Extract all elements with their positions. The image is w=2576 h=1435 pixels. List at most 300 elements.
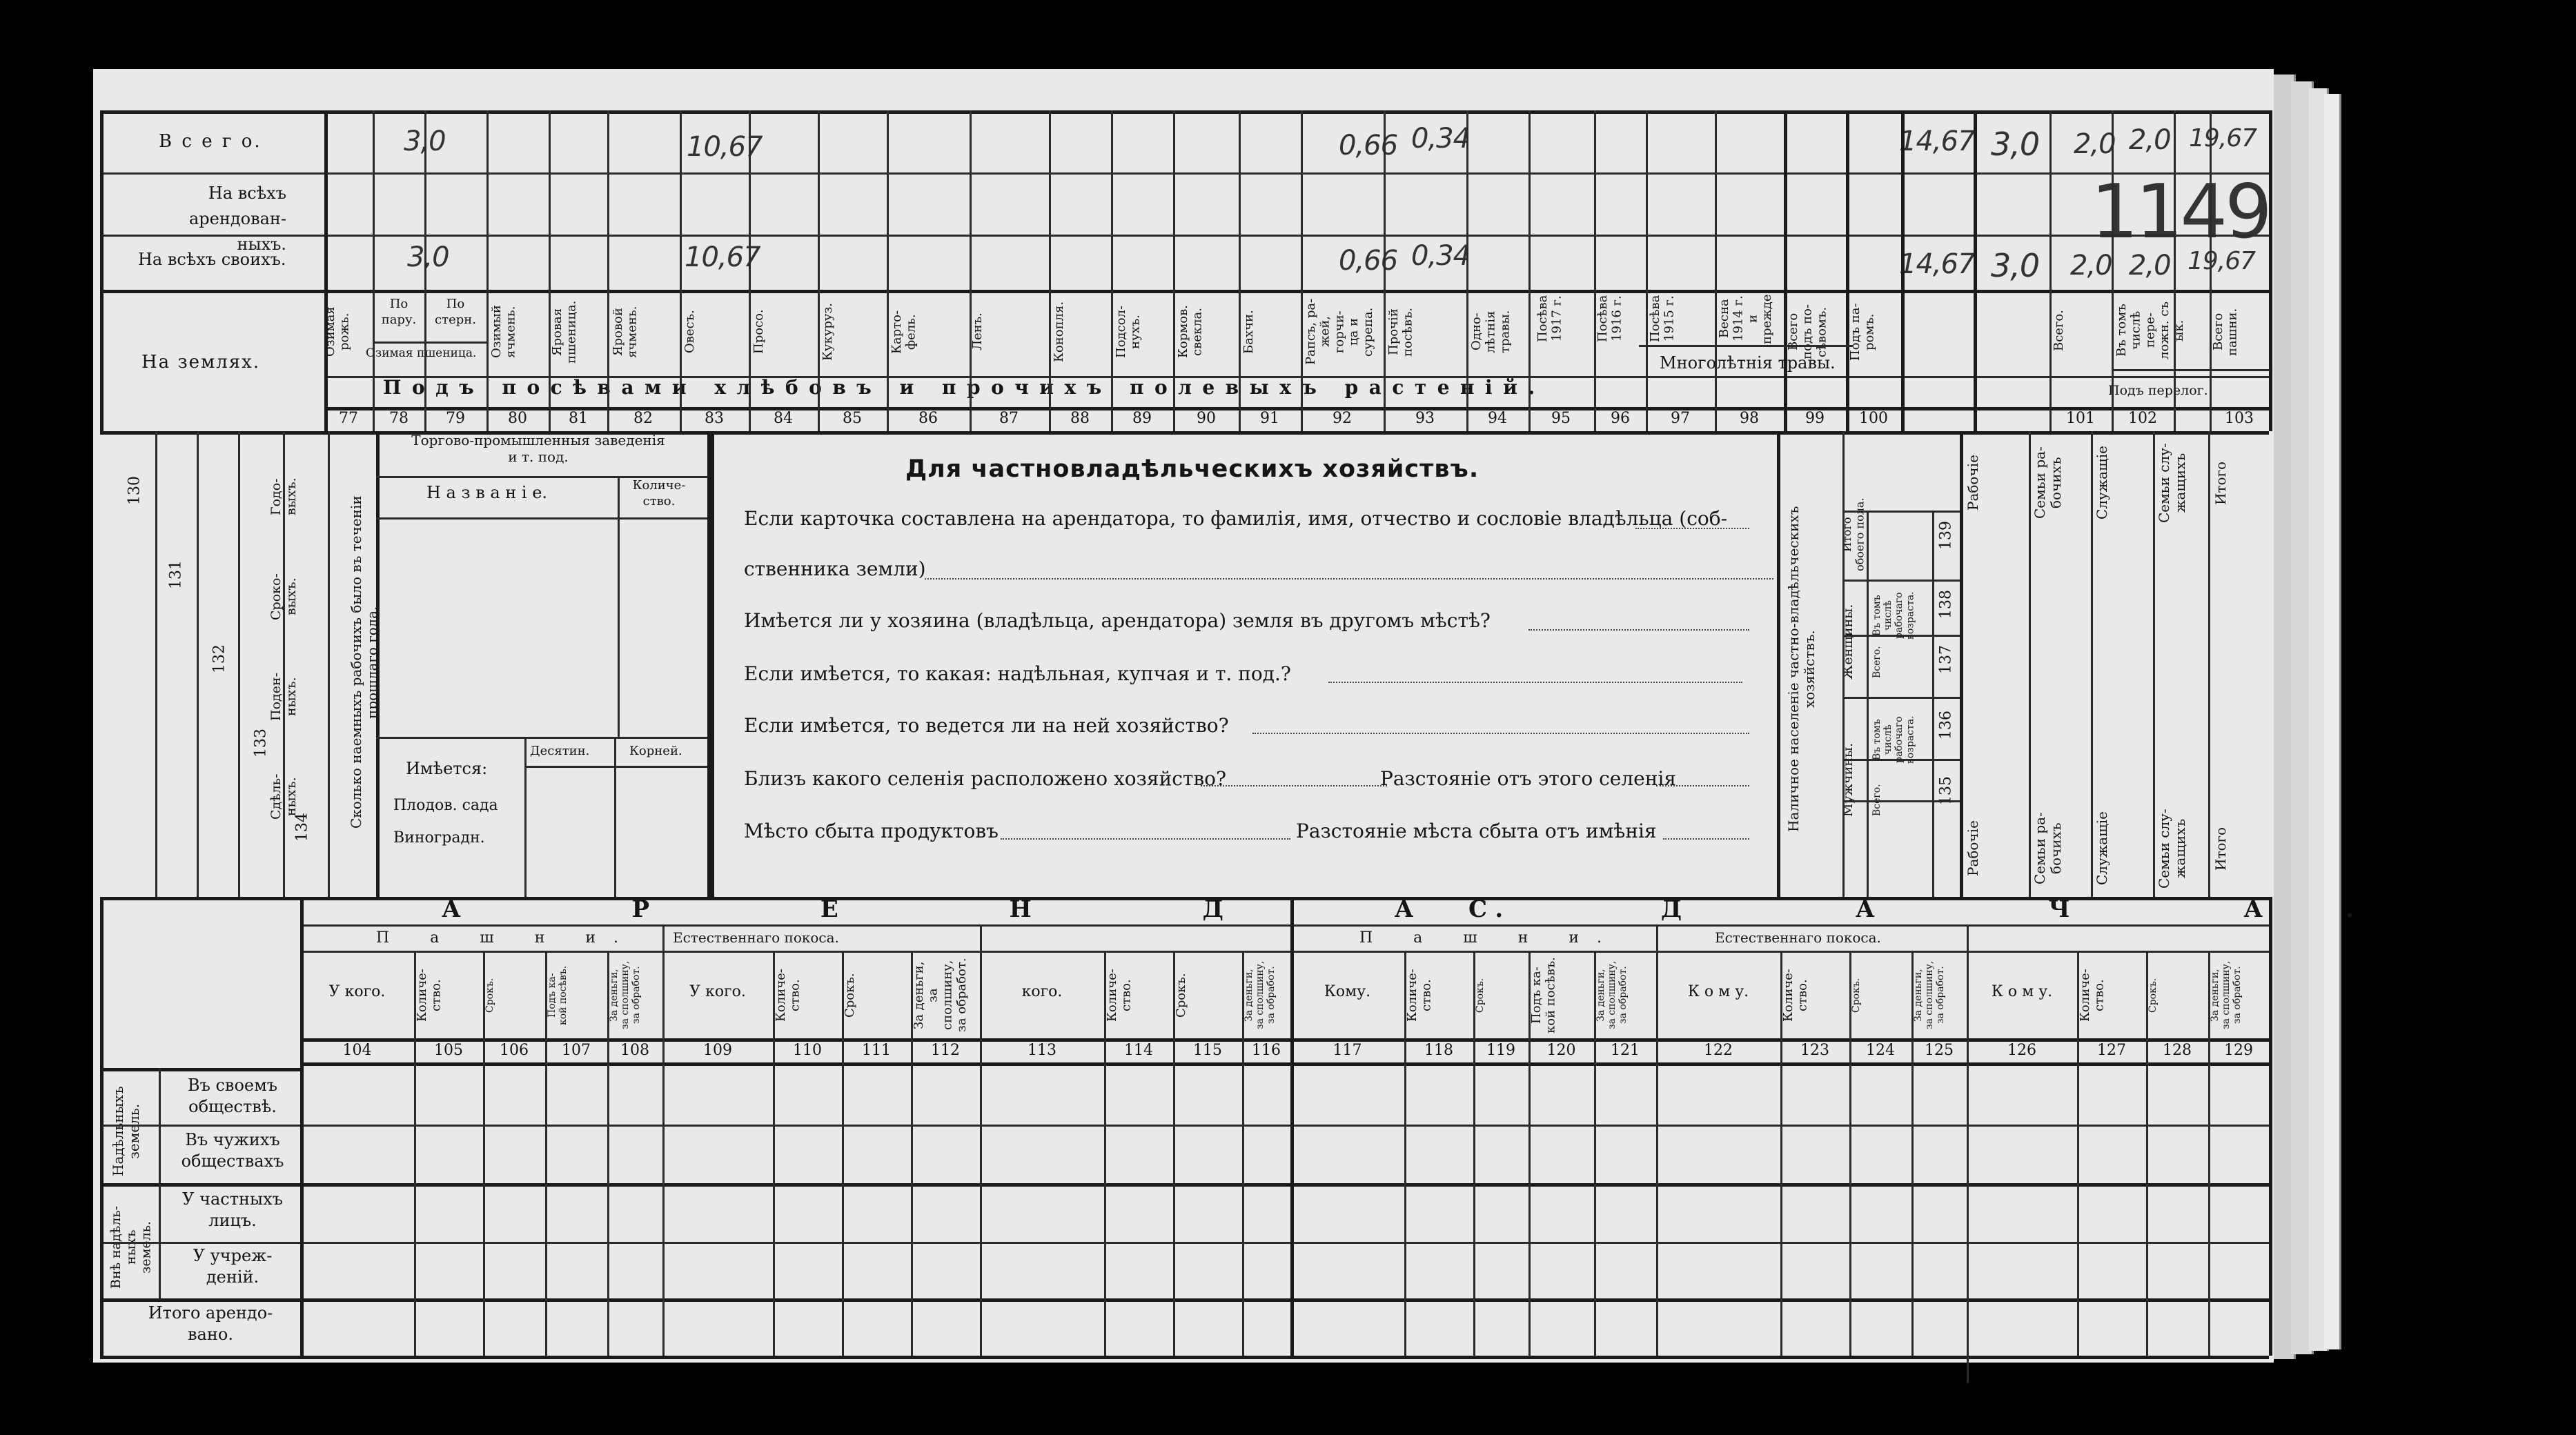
- rule-line: [300, 897, 304, 1356]
- crop-column-label: Яровая пшеница.: [550, 300, 579, 364]
- rule-line: [2049, 110, 2052, 431]
- arenda-hay: Естественнаго покоса.: [673, 929, 839, 946]
- lease-column-number: 129: [2224, 1042, 2253, 1059]
- population-title: Наличное населенiе частно-владѣльческихъ хозяйствъ.: [1785, 506, 1818, 833]
- crop-column-number: 101: [2066, 410, 2095, 427]
- rule-line: [155, 431, 157, 897]
- lease-column-label: У кого.: [328, 983, 386, 1000]
- rule-line: [2112, 369, 2270, 371]
- population-column-bottom: Семьи слу- жащихъ: [2156, 809, 2188, 889]
- hw-total-99: 14,67: [1899, 126, 1975, 157]
- rule-line: [100, 1242, 2269, 1244]
- lease-column-number: 124: [1866, 1042, 1895, 1059]
- crop-column-label: Подъ па- ромъ.: [1848, 303, 1877, 361]
- arenda-arable: П а ш н и.: [376, 929, 637, 947]
- hw-total-100: 3,0: [1991, 126, 2040, 163]
- lease-column-number: 118: [1424, 1042, 1453, 1059]
- rule-line: [2146, 951, 2148, 1356]
- lease-column-label: Количе- ство.: [415, 969, 444, 1022]
- rule-line: [300, 924, 2270, 927]
- rule-line: [818, 110, 820, 431]
- non-allot-label: Внѣ надѣль- ныхъ земель.: [108, 1205, 154, 1289]
- crop-column-number: 87: [999, 410, 1019, 427]
- rule-line: [887, 110, 889, 431]
- rule-line: [1867, 511, 1869, 897]
- lease-column-label: Кому.: [1324, 983, 1371, 1000]
- hw-own-82: 10,67: [685, 241, 760, 273]
- crop-column-number: 95: [1551, 410, 1571, 427]
- hw-total-103: 19,67: [2189, 124, 2257, 152]
- lease-column-label: За деньги, за сполшину, за обработ.: [1913, 960, 1947, 1030]
- rule-line: [376, 517, 707, 519]
- rule-line: [2174, 110, 2176, 431]
- q-owner: Если карточка составлена на арендатора, то фамилiя, имя, отчество и сословiе владѣльца (соб-: [744, 507, 1728, 530]
- rule-line: [373, 110, 375, 431]
- crop-column-label: Конопля.: [1052, 301, 1066, 363]
- rule-line: [545, 951, 547, 1356]
- lease-column-label: За деньги, за сполшину, за обработ.: [609, 960, 642, 1030]
- population-column-top: Итого: [2212, 461, 2229, 505]
- crop-column-number: 88: [1070, 410, 1090, 427]
- page-edge: [2324, 94, 2341, 1349]
- rule-line: [1173, 110, 1175, 431]
- answer-line: [1252, 733, 1749, 734]
- rule-line: [1639, 345, 1853, 347]
- crop-column-number: 98: [1740, 410, 1759, 427]
- lease-column-number: 110: [793, 1042, 822, 1059]
- worker-column-number: 131: [167, 560, 185, 589]
- crop-column-label: Озимый ячмень.: [489, 305, 518, 359]
- lease-column-number: 108: [620, 1042, 649, 1059]
- rule-line: [2208, 951, 2210, 1356]
- hw-own-102: 2,0: [2129, 250, 2171, 281]
- crop-column-label: Посѣва 1917 г.: [1535, 295, 1564, 343]
- lease-column-number: 107: [562, 1042, 591, 1059]
- lease-column-label: Подъ ка- кой посѣвъ.: [547, 965, 569, 1025]
- q-village-distance: Разстоянiе отъ этого селенiя: [1380, 767, 1676, 790]
- rule-line: [324, 376, 2270, 378]
- crop-column-number: 83: [705, 410, 724, 427]
- population-column-top: Рабочiе: [1965, 455, 1981, 511]
- rule-line: [376, 476, 707, 478]
- rule-line: [1646, 110, 1648, 431]
- crop-column-number: 99: [1805, 410, 1825, 427]
- roots-header: Корней.: [629, 744, 682, 758]
- rule-line: [373, 342, 486, 344]
- answer-line: [1656, 785, 1749, 786]
- crop-column-label: Овесъ.: [682, 310, 697, 354]
- rule-line: [842, 951, 844, 1356]
- rule-line: [414, 951, 416, 1356]
- rule-line: [1049, 110, 1051, 431]
- both-sexes-label: Итого обоего пола.: [1840, 497, 1867, 572]
- rule-line: [2210, 110, 2212, 431]
- sdacha-banner: С Д А Ч А.: [1468, 895, 2437, 923]
- vineyard-label: Виноградн.: [393, 829, 485, 847]
- rule-line: [662, 924, 665, 1356]
- rule-line: [1842, 511, 1960, 513]
- lease-column-label: Количе- ство.: [2078, 969, 2107, 1022]
- lease-column-label: К о м у.: [1991, 983, 2053, 1000]
- lease-column-number: 109: [703, 1042, 732, 1059]
- rule-line: [524, 737, 527, 897]
- rule-line: [1780, 951, 1782, 1356]
- row-own-label: На всѣхъ своихъ.: [138, 250, 286, 269]
- rule-line: [100, 897, 104, 1356]
- rule-line: [376, 431, 380, 897]
- hw-archive-number: 1149: [2091, 169, 2270, 255]
- q-land-type: Если имѣется, то какая: надѣльная, купчая и т. под.?: [744, 662, 1291, 685]
- rule-line: [618, 476, 620, 737]
- own-society-label: Въ своемъ обществѣ.: [187, 1076, 278, 1117]
- lease-column-label: Количе- ство.: [1781, 969, 1810, 1022]
- rule-line: [607, 110, 609, 431]
- rule-line: [711, 431, 714, 897]
- crop-column-number: 92: [1333, 410, 1352, 427]
- rule-line: [549, 110, 551, 431]
- lease-column-number: 111: [862, 1042, 891, 1059]
- lease-column-number: 116: [1252, 1042, 1281, 1059]
- lease-column-number: 117: [1333, 1042, 1362, 1059]
- lease-column-number: 115: [1193, 1042, 1222, 1059]
- sdacha-arable: П а ш н и.: [1359, 929, 1620, 947]
- lease-column-label: кого.: [1021, 983, 1063, 1000]
- answer-line: [1528, 629, 1749, 631]
- rule-line: [283, 431, 285, 897]
- hired-workers-label: Сколько наемныхъ рабочихъ было въ теченiи прошлаго года.: [348, 495, 380, 829]
- answer-line: [925, 578, 1773, 580]
- trade-title: Торгово-промышленныя заведенiя и т. под.: [411, 432, 665, 465]
- rule-line: [300, 1062, 2270, 1066]
- has-label: Имѣется:: [406, 759, 488, 778]
- answer-line: [1001, 838, 1290, 840]
- population-subheader: Всего.: [1871, 646, 1882, 679]
- answer-line: [1328, 682, 1742, 683]
- crop-column-number: 78: [389, 410, 409, 427]
- rule-line: [524, 766, 707, 768]
- other-society-label: Въ чужихъ обществахъ: [181, 1130, 284, 1171]
- rule-line: [376, 737, 707, 739]
- rule-line: [328, 431, 330, 897]
- population-column-top: Семьи слу- жащихъ: [2156, 443, 2188, 523]
- lease-column-number: 113: [1028, 1042, 1056, 1059]
- lease-column-label: Срокъ.: [484, 978, 495, 1013]
- lease-column-number: 121: [1611, 1042, 1640, 1059]
- crop-column-number: 85: [843, 410, 862, 427]
- lease-column-label: К о м у.: [1687, 983, 1749, 1000]
- rule-line: [1239, 110, 1241, 431]
- institutions-label: У учреж- денiй.: [193, 1246, 273, 1287]
- rule-line: [1715, 110, 1717, 431]
- rule-line: [1656, 924, 1658, 1356]
- lease-column-label: За деньги, за сполшину, за обработ.: [1243, 960, 1277, 1030]
- population-column-top: Служащiе: [2094, 446, 2110, 520]
- rule-line: [300, 951, 2270, 953]
- rule-line: [1594, 951, 1596, 1356]
- crop-column-label: Просо.: [751, 309, 766, 355]
- crop-column-number: 80: [508, 410, 527, 427]
- private-title: Для частновладѣльческихъ хозяйствъ.: [905, 455, 1479, 483]
- rule-line: [1842, 697, 1960, 699]
- crop-column-label: Всего пашни.: [2211, 308, 2240, 356]
- population-subheader: Всего.: [1871, 784, 1882, 817]
- worker-column-label: Поден- ныхъ.: [268, 672, 299, 722]
- q-farming: Если имѣется, то ведется ли на ней хозяйство?: [744, 714, 1229, 737]
- population-column-number: 136: [1937, 711, 1955, 740]
- hw-own-100: 3,0: [1991, 247, 2040, 284]
- row-rented-label: На всѣхъ арендован- ныхъ.: [188, 184, 286, 255]
- population-column-bottom: Служащiе: [2094, 811, 2110, 886]
- private-persons-label: У частныхъ лицъ.: [182, 1189, 283, 1231]
- population-column-number: 137: [1937, 645, 1955, 674]
- hw-total-91: 0,66: [1339, 130, 1398, 161]
- trade-name-header: Н а з в а н i е.: [426, 483, 548, 502]
- hw-total-102: 2,0: [2129, 124, 2171, 156]
- hw-own-101: 2,0: [2070, 250, 2112, 281]
- crop-column-label: Карто- фель.: [889, 310, 918, 354]
- rule-line: [1528, 951, 1531, 1356]
- rule-line: [2208, 431, 2210, 897]
- lease-column-number: 106: [500, 1042, 529, 1059]
- hw-total-78: 3,0: [404, 126, 446, 157]
- hw-own-99: 14,67: [1899, 248, 1975, 280]
- crop-column-label: Прочiй посѣвъ.: [1386, 307, 1415, 357]
- rule-line: [1528, 110, 1531, 431]
- q-market: Мѣсто сбыта продуктовъ: [744, 820, 999, 842]
- rule-line: [100, 1068, 300, 1071]
- lease-column-number: 127: [2097, 1042, 2126, 1059]
- rule-line: [1290, 897, 1294, 1356]
- rule-line: [159, 1068, 161, 1298]
- crop-column-number: 94: [1488, 410, 1507, 427]
- rule-line: [1842, 635, 1960, 637]
- answer-line: [1635, 528, 1749, 529]
- rule-line: [614, 737, 616, 897]
- crop-column-number: 102: [2128, 410, 2157, 427]
- under-crops-banner: Подъ посѣвами хлѣбовъ и прочихъ полевыхъ растенiй.: [383, 376, 1546, 399]
- rule-line: [324, 407, 2270, 410]
- rule-line: [1846, 110, 1849, 431]
- crop-column-label: Всего.: [2052, 310, 2066, 351]
- rule-line: [1849, 951, 1851, 1356]
- allot-label: Надѣльныхъ земель.: [110, 1086, 142, 1177]
- rule-line: [1473, 951, 1475, 1356]
- crop-column-label: Озимая рожь.: [323, 306, 352, 357]
- crop-column-number: 89: [1132, 410, 1152, 427]
- rule-line: [100, 897, 2269, 900]
- population-column-bottom: Семьи ра- бочихъ: [2032, 812, 2064, 885]
- crop-column-number: 81: [569, 410, 588, 427]
- rule-line: [1967, 924, 1969, 1383]
- crop-column-label: Одно- лѣтнiя травы.: [1469, 310, 1513, 354]
- lease-column-label: У кого.: [689, 983, 746, 1000]
- rule-line: [324, 110, 328, 431]
- rule-line: [1594, 110, 1596, 431]
- rule-line: [1784, 110, 1787, 431]
- q-other-land: Имѣется ли у хозяина (владѣльца, арендатора) земля въ другомъ мѣстѣ?: [744, 609, 1491, 632]
- rule-line: [1404, 951, 1406, 1356]
- lease-column-label: Срокъ.: [1475, 978, 1486, 1013]
- crop-column-label: Подсол- нухъ.: [1114, 305, 1143, 359]
- crop-column-number: 90: [1197, 410, 1216, 427]
- rule-line: [2091, 431, 2093, 897]
- total-leased-label: Итого арендо- вано.: [148, 1303, 273, 1345]
- rule-line: [197, 431, 199, 897]
- rule-line: [100, 1298, 2269, 1302]
- crop-column-number: 79: [446, 410, 465, 427]
- lease-column-number: 123: [1800, 1042, 1829, 1059]
- rule-line: [300, 1038, 2270, 1042]
- hw-own-92: 0,34: [1411, 240, 1471, 272]
- rule-line: [2029, 431, 2031, 897]
- rule-line: [483, 951, 485, 1356]
- rule-line: [749, 110, 751, 431]
- population-subheader: Въ томъ числѣ рабочаго возраста.: [1871, 591, 1916, 640]
- rule-line: [1301, 110, 1303, 431]
- rule-line: [1842, 431, 1845, 897]
- lease-column-number: 112: [931, 1042, 960, 1059]
- row-total-label: В с е г о.: [159, 131, 262, 152]
- crop-column-number: 93: [1415, 410, 1435, 427]
- crop-column-label: Всего подъ по- сѣвомъ.: [1786, 304, 1829, 360]
- lease-column-label: Срокъ.: [2147, 978, 2159, 1013]
- rule-line: [2112, 110, 2114, 431]
- worker-column-number: 133: [252, 729, 270, 758]
- rule-line: [238, 431, 240, 897]
- rule-line: [2269, 897, 2272, 1356]
- answer-line: [1201, 785, 1387, 786]
- rule-line: [100, 1125, 2269, 1127]
- crop-column-label: По пару.: [381, 297, 417, 327]
- winter-wheat-group: Озимая пшеница.: [366, 346, 477, 360]
- crop-column-number: 84: [774, 410, 793, 427]
- population-column-bottom: Рабочiе: [1965, 820, 1981, 877]
- hw-total-101: 2,0: [2074, 128, 2116, 160]
- rule-line: [1242, 951, 1244, 1356]
- crop-column-label: Посѣва 1916 г.: [1595, 295, 1624, 343]
- crop-column-label: Рапсъ, ра- жей, горчи- ца и сурепа.: [1304, 298, 1375, 366]
- population-column-top: Семьи ра- бочихъ: [2032, 446, 2064, 519]
- lease-column-label: Количе- ство.: [1105, 969, 1134, 1022]
- lease-column-number: 125: [1925, 1042, 1954, 1059]
- lease-column-number: 122: [1704, 1042, 1733, 1059]
- rule-line: [1777, 431, 1780, 897]
- rule-line: [2077, 951, 2079, 1356]
- lease-column-label: Количе- ство.: [774, 969, 803, 1022]
- worker-column-number: 134: [293, 813, 311, 842]
- crop-column-number: 77: [339, 410, 358, 427]
- crop-column-label: Весна 1914 г. и прежде.: [1717, 290, 1775, 344]
- rule-line: [1842, 580, 1960, 582]
- answer-line: [1663, 838, 1749, 840]
- crop-column-number: 100: [1859, 410, 1888, 427]
- crop-column-label: Яровой ячмень.: [611, 306, 640, 358]
- rule-line: [1911, 951, 1914, 1356]
- rule-line: [1932, 511, 1934, 897]
- lease-column-label: Срокъ.: [843, 973, 857, 1018]
- rule-line: [1104, 951, 1106, 1356]
- rule-line: [970, 110, 972, 431]
- rule-line: [2269, 110, 2272, 431]
- lease-column-label: Количе- ство.: [1405, 969, 1434, 1022]
- population-column-number: 135: [1937, 776, 1955, 805]
- crop-column-label: Кукуруз.: [820, 303, 835, 362]
- lease-column-number: 114: [1124, 1042, 1153, 1059]
- rule-line: [680, 110, 682, 431]
- rule-line: [911, 951, 913, 1356]
- population-column-bottom: Итого: [2212, 827, 2229, 871]
- rule-line: [1384, 110, 1386, 431]
- hw-own-78: 3,0: [407, 241, 449, 273]
- trade-qty-header: Количе- ство.: [632, 478, 686, 509]
- crop-column-label: Кормов. свекла.: [1176, 305, 1205, 359]
- lease-column-number: 126: [2007, 1042, 2036, 1059]
- q-market-distance: Разстоянiе мѣста сбыта отъ имѣнiя: [1296, 820, 1657, 842]
- men-label: Мужчины.: [1840, 742, 1856, 817]
- population-subheader: Въ томъ числѣ рабочаго возраста.: [1871, 715, 1916, 764]
- arenda-banner: А Р Е Н Д А.: [442, 895, 1585, 923]
- rule-line: [100, 110, 104, 431]
- lease-column-number: 128: [2163, 1042, 2192, 1059]
- rule-line: [100, 431, 2269, 435]
- crop-column-label: Бахчи.: [1241, 310, 1256, 354]
- lease-column-label: Срокъ.: [1174, 973, 1188, 1018]
- hw-own-103: 19,67: [2187, 247, 2256, 275]
- lease-column-label: За деньги, за сполшину, за обработ.: [912, 958, 970, 1033]
- perennial-group: Многолѣтнiя травы.: [1660, 353, 1836, 373]
- rule-line: [1173, 951, 1175, 1356]
- women-label: Женщины.: [1840, 604, 1856, 680]
- rule-line: [607, 951, 609, 1356]
- rule-line: [1842, 759, 1960, 761]
- worker-column-label: Сдѣль- ныхъ.: [268, 773, 299, 820]
- fallow-group: Подъ перелог.: [2108, 383, 2208, 398]
- worker-column-label: Годо- выхъ.: [268, 477, 299, 516]
- lease-column-label: Подъ ка- кой посѣвъ.: [1529, 957, 1558, 1033]
- rule-line: [486, 110, 489, 431]
- dess-header: Десятин.: [530, 744, 590, 758]
- crop-column-label: Въ томъ числѣ пере- ложн. съ ык.: [2114, 301, 2186, 359]
- crop-column-number: 96: [1611, 410, 1630, 427]
- population-column-number: 139: [1937, 521, 1955, 550]
- crop-column-label: Посѣва 1915 г.: [1648, 295, 1677, 343]
- lease-column-number: 105: [434, 1042, 463, 1059]
- rule-line: [424, 110, 426, 431]
- crop-column-number: 82: [633, 410, 653, 427]
- crop-column-number: 103: [2225, 410, 2254, 427]
- row-lands-label: На землях.: [141, 352, 261, 373]
- rule-line: [2153, 431, 2155, 897]
- sdacha-hay: Естественнаго покоса.: [1715, 929, 1881, 946]
- crop-column-number: 86: [918, 410, 938, 427]
- crop-column-number: 97: [1671, 410, 1690, 427]
- lease-column-label: Срокъ.: [1851, 978, 1862, 1013]
- rule-line: [100, 1356, 2269, 1359]
- garden-label: Плодов. сада: [393, 797, 498, 814]
- worker-column-label: Сроко- выхъ.: [268, 573, 299, 620]
- crop-column-number: 91: [1260, 410, 1279, 427]
- hw-own-91: 0,66: [1339, 245, 1398, 277]
- lease-column-label: За деньги, за сполшину, за обработ.: [2210, 960, 2243, 1030]
- rule-line: [100, 1183, 2269, 1187]
- lease-column-number: 120: [1546, 1042, 1576, 1059]
- rule-line: [773, 951, 775, 1356]
- worker-column-number: 132: [210, 644, 228, 673]
- hw-total-82: 10,67: [687, 131, 763, 163]
- rule-line: [1842, 800, 1960, 802]
- crop-column-label: По стерн.: [435, 297, 476, 327]
- lease-column-number: 119: [1486, 1042, 1515, 1059]
